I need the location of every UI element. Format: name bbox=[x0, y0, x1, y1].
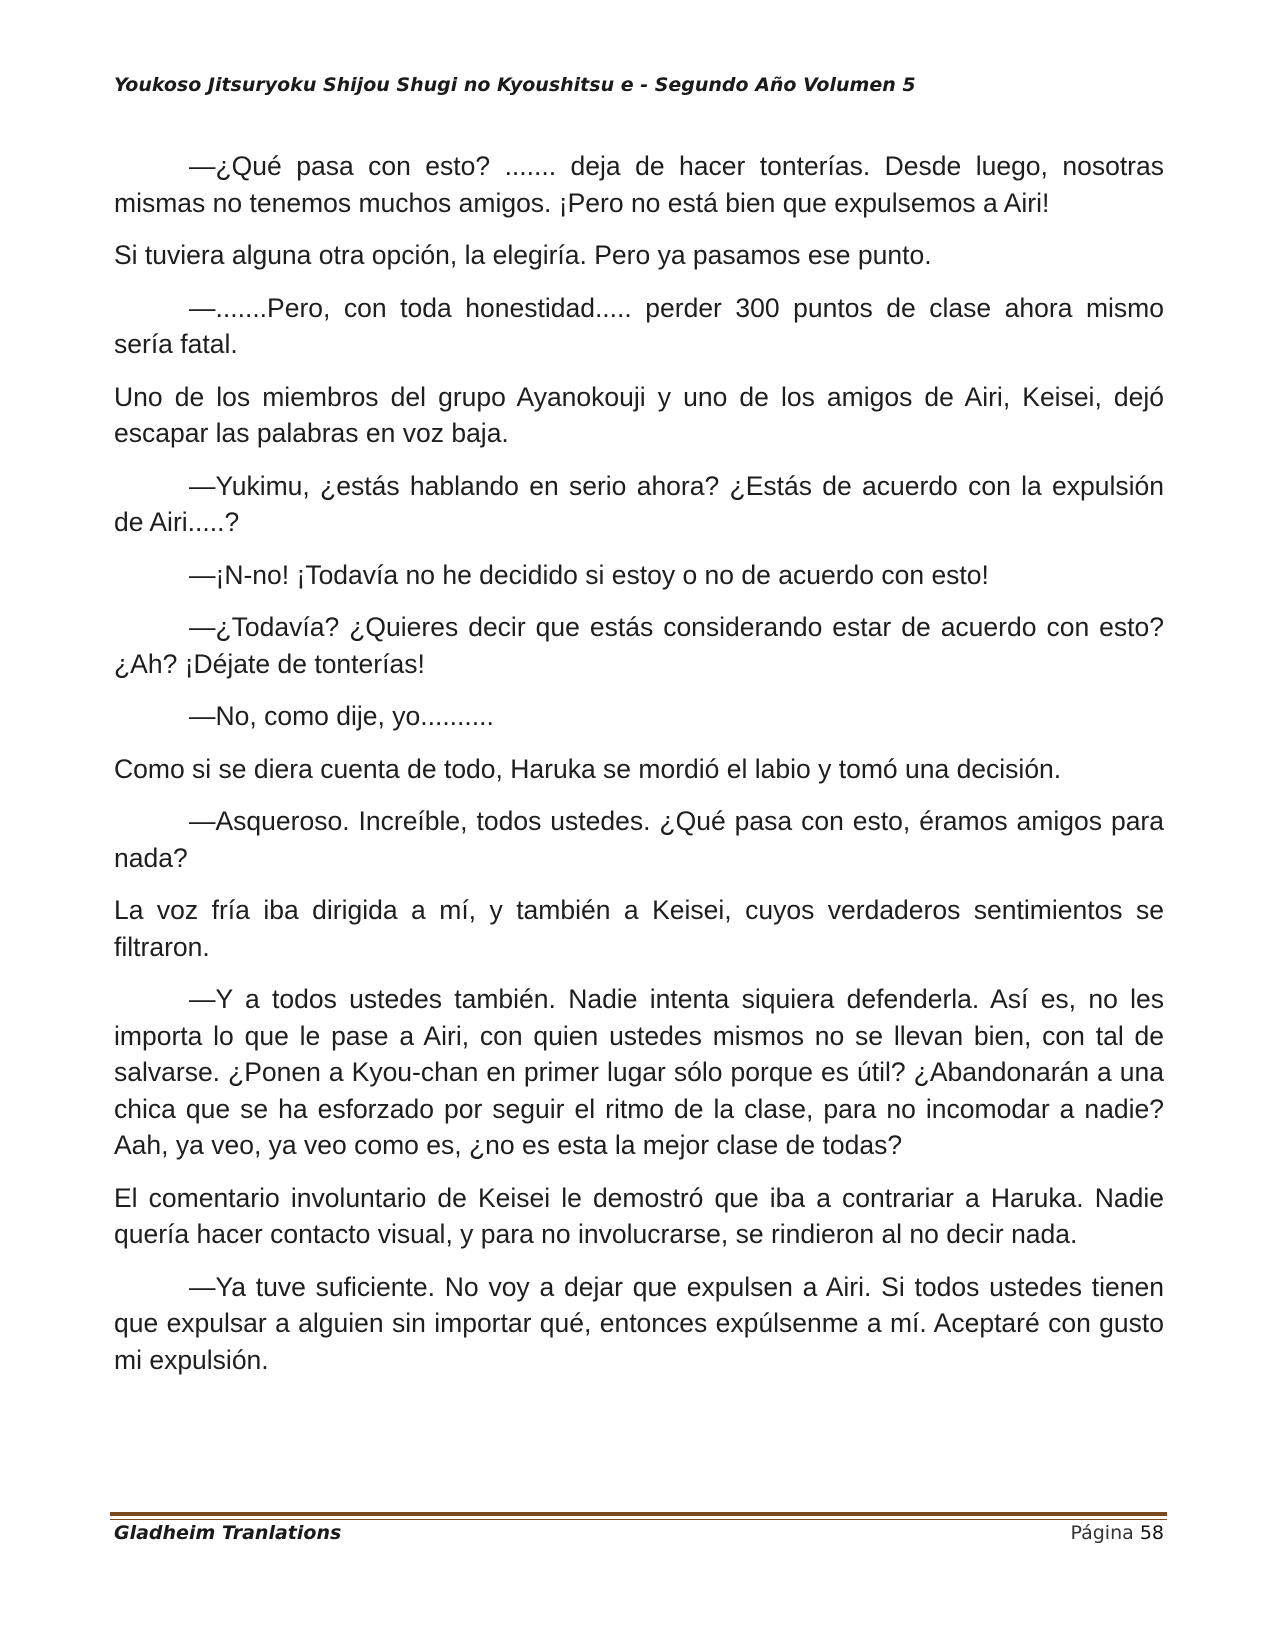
paragraph: Si tuviera alguna otra opción, la elegiría. Pero ya pasamos ese punto. bbox=[114, 240, 932, 270]
page-footer bbox=[114, 1522, 1164, 1552]
paragraph: La voz fría iba dirigida a mí, y también a Keisei, cuyos verdaderos sentimientos se filtraron. bbox=[114, 895, 1164, 962]
paragraph: Como si se diera cuenta de todo, Haruka se mordió el labio y tomó una decisión. bbox=[114, 753, 1062, 784]
footer-divider-thick bbox=[110, 1512, 1167, 1516]
paragraph: —Asqueroso. Increíble, todos ustedes. ¿Qué pasa con esto, éramos amigos para nada? bbox=[114, 806, 1164, 873]
paragraph: —¿Todavía? ¿Quieres decir que estás considerando estar de acuerdo con esto? ¿Ah? ¡Déjate de tonterías! bbox=[114, 612, 1164, 679]
footer-page-indicator bbox=[1070, 1522, 1164, 1544]
paragraph: El comentario involuntario de Keisei le demostró que iba a contrariar a Haruka. Nadie quería hacer contacto visual, y para no involucrarse, se rindieron al no decir nada. bbox=[114, 1182, 1164, 1249]
paragraph: —Yukimu, ¿estás hablando en serio ahora? ¿Estás de acuerdo con la expulsión de Airi.....? bbox=[114, 470, 1164, 537]
paragraph: —¡N-no! ¡Todavía no he decidido si estoy o no de acuerdo con esto! bbox=[189, 559, 989, 590]
paragraph: —Ya tuve suficiente. No voy a dejar que expulsen a Airi. Si todos ustedes tienen que expulsar a alguien sin importar qué, entonces expúlsenme a mí. Aceptaré con gusto mi expulsión. bbox=[114, 1271, 1164, 1375]
running-header-title: Youkoso Jitsuryoku Shijou Shugi no Kyoushitsu e - Segundo Año Volumen 5 bbox=[114, 74, 916, 96]
footer-divider bbox=[110, 1512, 1167, 1520]
footer-publisher: Gladheim Tranlations bbox=[114, 1522, 342, 1544]
paragraph: Uno de los miembros del grupo Ayanokouji y uno de los amigos de Airi, Keisei, dejó escapar las palabras en voz baja. bbox=[114, 381, 1164, 448]
footer-page-number: 58 bbox=[1139, 1522, 1164, 1544]
paragraph: —.......Pero, con toda honestidad..... perder 300 puntos de clase ahora mismo sería fatal. bbox=[114, 292, 1164, 359]
paragraph: —Y a todos ustedes también. Nadie intenta siquiera defenderla. Así es, no les importa lo que le pase a Airi, con quien ustedes mismos no se llevan bien, con tal de salvarse. ¿Ponen a Kyou-chan en primer lugar sólo porque es útil? ¿Abandonarán a una chica que se ha esforzado por seguir el ritmo de la clase, para no incomodar a nadie? Aah, ya veo, ya veo como es, ¿no es esta la mejor clase de todas? bbox=[114, 984, 1164, 1160]
body-text bbox=[114, 148, 1164, 1394]
paragraph: —¿Qué pasa con esto? ....... deja de hacer tonterías. Desde luego, nosotras mismas no tenemos muchos amigos. ¡Pero no está bien que expulsemos a Airi! bbox=[114, 151, 1164, 218]
footer-page-label: Página bbox=[1070, 1522, 1134, 1544]
paragraph: —No, como dije, yo.......... bbox=[189, 701, 494, 731]
footer-divider-thin bbox=[110, 1519, 1167, 1520]
